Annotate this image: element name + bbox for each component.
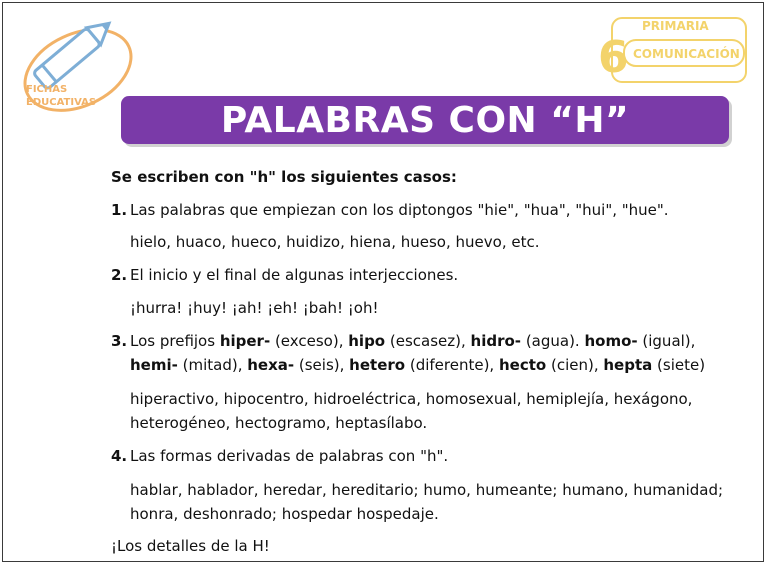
logo-text-line1: FICHAS [26,84,68,95]
grade-number: 6 [598,32,629,83]
subject-label: COMUNICACIÓN [633,47,740,61]
primaria-comunicacion-badge [596,14,750,86]
rule-number: 2. [111,266,128,284]
rule-number: 3. [111,332,128,350]
rule-3-examples: hiperactivo, hipocentro, hidroeléctrica, homosexual, hemiplejía, hexágono, heterogéneo, hectogramo, heptasílabo. [130,390,693,432]
rule-2 [111,263,731,287]
content-area [111,165,731,523]
rule-4-examples: hablar, hablador, heredar, hereditario; humo, humeante; humano, humanidad; honra, deshonrado; hospedar hospedaje. [130,481,724,523]
rule-number: 1. [111,201,128,219]
rule-1 [111,198,731,222]
prefix-hetero: hetero [349,356,406,374]
page-title: PALABRAS CON “H” [121,96,729,144]
logo-text-line2: EDUCATIVAS [26,97,97,108]
footer-caption: ¡Los detalles de la H! [111,537,270,555]
rule-3 [111,329,731,377]
prefix-hidro: hidro- [470,332,522,350]
rule-number: 4. [111,447,128,465]
prefix-homo: homo- [584,332,638,350]
prefix-hipo: hipo [348,332,386,350]
rule-text: Los prefijos hiper- (exceso), hipo (escasez), hidro- (agua). homo- (igual), hemi- (mitad), hexa- (seis), hetero (diferente), hecto (cien), hepta (siete) [130,332,706,374]
primaria-label: PRIMARIA [642,19,709,33]
prefix-hecto: hecto [498,356,547,374]
prefix-hexa: hexa- [247,356,295,374]
rule-2-examples: ¡hurra! ¡huy! ¡ah! ¡eh! ¡bah! ¡oh! [130,299,379,317]
prefix-hemi: hemi- [130,356,178,374]
rule-4 [111,444,731,468]
prefix-hiper: hiper- [219,332,271,350]
prefix-hepta: hepta [603,356,653,374]
intro-heading: Se escriben con "h" los siguientes casos: [111,168,457,186]
rule-text: Las palabras que empiezan con los diptongos "hie", "hua", "hui", "hue". [130,201,669,219]
rule-text: El inicio y el final de algunas interjecciones. [130,266,459,284]
rule-text: Las formas derivadas de palabras con "h". [130,447,449,465]
rule-1-examples: hielo, huaco, hueco, huidizo, hiena, hueso, huevo, etc. [130,233,540,251]
